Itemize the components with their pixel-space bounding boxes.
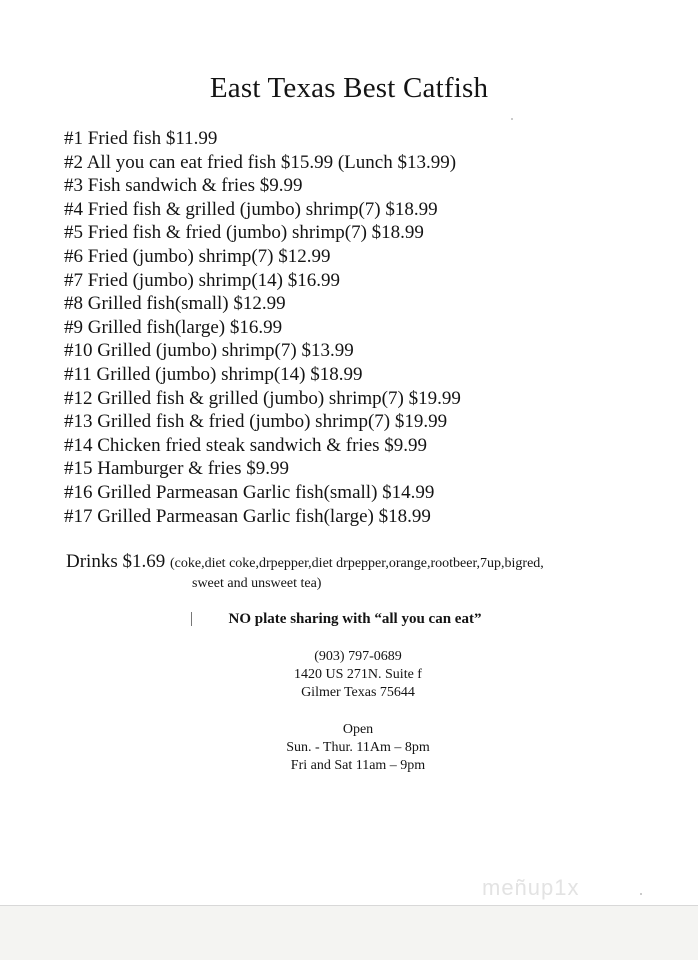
menu-list xyxy=(64,127,461,528)
menu-item: #9 Grilled fish(large) $16.99 xyxy=(64,316,283,338)
drinks-options: (coke,diet coke,drpepper,diet drpepper,orange,rootbeer,7up,bigred, xyxy=(169,556,544,571)
phone-number: (903) 797-0689 xyxy=(314,649,402,664)
address-line: 1420 US 271N. Suite f xyxy=(294,667,422,682)
menu-item: #6 Fried (jumbo) shrimp(7) $12.99 xyxy=(64,245,331,267)
watermark-logo: meñup1x xyxy=(482,875,580,900)
menu-item: #4 Fried fish & grilled (jumbo) shrimp(7) $18.99 xyxy=(64,198,438,220)
drinks-options-continued: sweet and unsweet tea) xyxy=(192,576,322,591)
menu-item: #3 Fish sandwich & fries $9.99 xyxy=(64,175,303,197)
menu-item: #1 Fried fish $11.99 xyxy=(64,128,218,149)
scan-speck xyxy=(640,893,642,895)
scan-speck xyxy=(511,118,513,120)
menu-item: #15 Hamburger & fries $9.99 xyxy=(64,458,289,480)
address-line: Gilmer Texas 75644 xyxy=(301,685,415,700)
menu-item: #14 Chicken fried steak sandwich & fries $9.99 xyxy=(64,434,428,456)
hours-heading: Open xyxy=(342,722,374,737)
menu-item: #5 Fried fish & fried (jumbo) shrimp(7) $18.99 xyxy=(64,222,424,244)
menu-item: #13 Grilled fish & fried (jumbo) shrimp(7) $19.99 xyxy=(64,411,448,433)
hours-block xyxy=(0,721,698,775)
menu-item: #2 All you can eat fried fish $15.99 (Lunch $13.99) xyxy=(64,151,457,173)
menu-item: #8 Grilled fish(small) $12.99 xyxy=(64,293,286,315)
sharing-notice: NO plate sharing with “all you can eat” xyxy=(228,611,482,627)
restaurant-title: East Texas Best Catfish xyxy=(209,72,489,104)
menu-item: #17 Grilled Parmeasan Garlic fish(large) $18.99 xyxy=(64,505,431,527)
hours-weekday: Sun. - Thur. 11Am – 8pm xyxy=(286,740,430,755)
menu-item: #12 Grilled fish & grilled (jumbo) shrimp(7) $19.99 xyxy=(64,387,461,409)
drinks-label: Drinks $1.69 xyxy=(66,551,166,572)
drinks-line xyxy=(66,551,544,573)
menu-item: #7 Fried (jumbo) shrimp(14) $16.99 xyxy=(64,269,341,291)
menu-item: #10 Grilled (jumbo) shrimp(7) $13.99 xyxy=(64,340,354,362)
menu-item: #16 Grilled Parmeasan Garlic fish(small) $14.99 xyxy=(64,481,435,503)
hours-weekend: Fri and Sat 11am – 9pm xyxy=(290,758,426,773)
contact-block xyxy=(0,648,698,702)
menu-item: #11 Grilled (jumbo) shrimp(14) $18.99 xyxy=(64,363,363,385)
